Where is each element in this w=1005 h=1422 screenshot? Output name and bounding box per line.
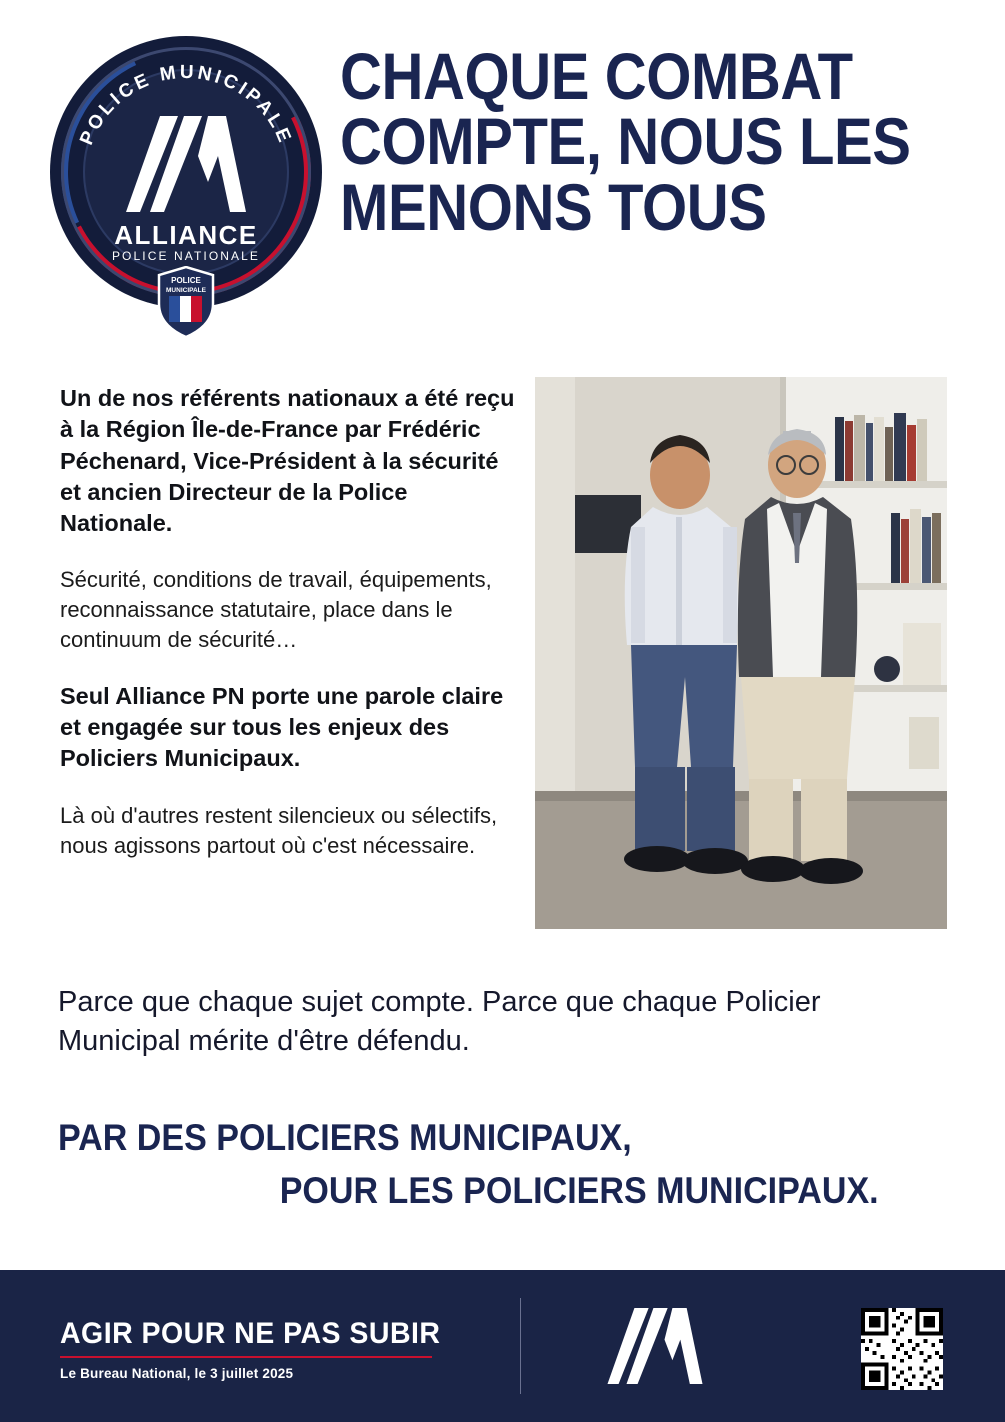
poster-footer [0, 1270, 1005, 1422]
meeting-photo [535, 377, 947, 929]
meeting-photo-illustration [535, 377, 947, 929]
slogan-line-1: PAR DES POLICIERS MUNICIPAUX, [58, 1117, 632, 1158]
campaign-slogan [58, 1112, 886, 1217]
paragraph-intro: Un de nos référents nationaux a été reçu à la Région Île-de-France par Frédéric Péchenard, Vice-Président à la sécurité et ancien Directeur de la Police Nationale. [60, 385, 515, 536]
body-text-column [60, 383, 520, 887]
page-title [340, 39, 911, 244]
logo-arc-text-label: POLICE MUNICIPALE [76, 61, 296, 149]
footer-vertical-divider [520, 1298, 521, 1394]
alliance-logo [52, 38, 320, 306]
qr-code[interactable] [861, 1308, 943, 1390]
paragraph-position: Seul Alliance PN porte une parole claire et engagée sur tous les enjeux des Policiers Municipaux. [60, 682, 504, 772]
slogan-line-2: POUR LES POLICIERS MUNICIPAUX. [279, 1169, 879, 1211]
footer-a-mark-icon [607, 1308, 703, 1384]
police-municipale-badge-icon [156, 266, 216, 338]
logo-police-nationale-text: POLICE NATIONALE [111, 249, 261, 263]
closing-statement: Parce que chaque sujet compte. Parce que chaque Policier Municipal mérite d'être défendu. [58, 986, 821, 1058]
paragraph-topics: Sécurité, conditions de travail, équipements, reconnaissance statutaire, place dans le continuum de sécurité… [60, 567, 492, 653]
title-line-1: CHAQUE COMBAT [340, 39, 853, 113]
logo-a-mark-icon [126, 116, 246, 212]
logo-alliance-text: ALLIANCE [114, 220, 258, 250]
title-line-2: COMPTE, NOUS LES [340, 104, 911, 179]
qr-code-image [861, 1308, 943, 1390]
footer-divider-rule [60, 1356, 432, 1358]
footer-date: Le Bureau National, le 3 juillet 2025 [60, 1366, 294, 1381]
footer-slogan: AGIR POUR NE PAS SUBIR [60, 1317, 441, 1350]
poster-header [0, 0, 1005, 340]
title-line-3: MENONS TOUS [340, 169, 767, 244]
paragraph-contrast: Là où d'autres restent silencieux ou sélectifs, nous agissons partout où c'est nécessaire. [60, 802, 498, 858]
svg-text:POLICE: POLICE [171, 276, 201, 285]
svg-text:MUNICIPALE: MUNICIPALE [166, 287, 206, 294]
